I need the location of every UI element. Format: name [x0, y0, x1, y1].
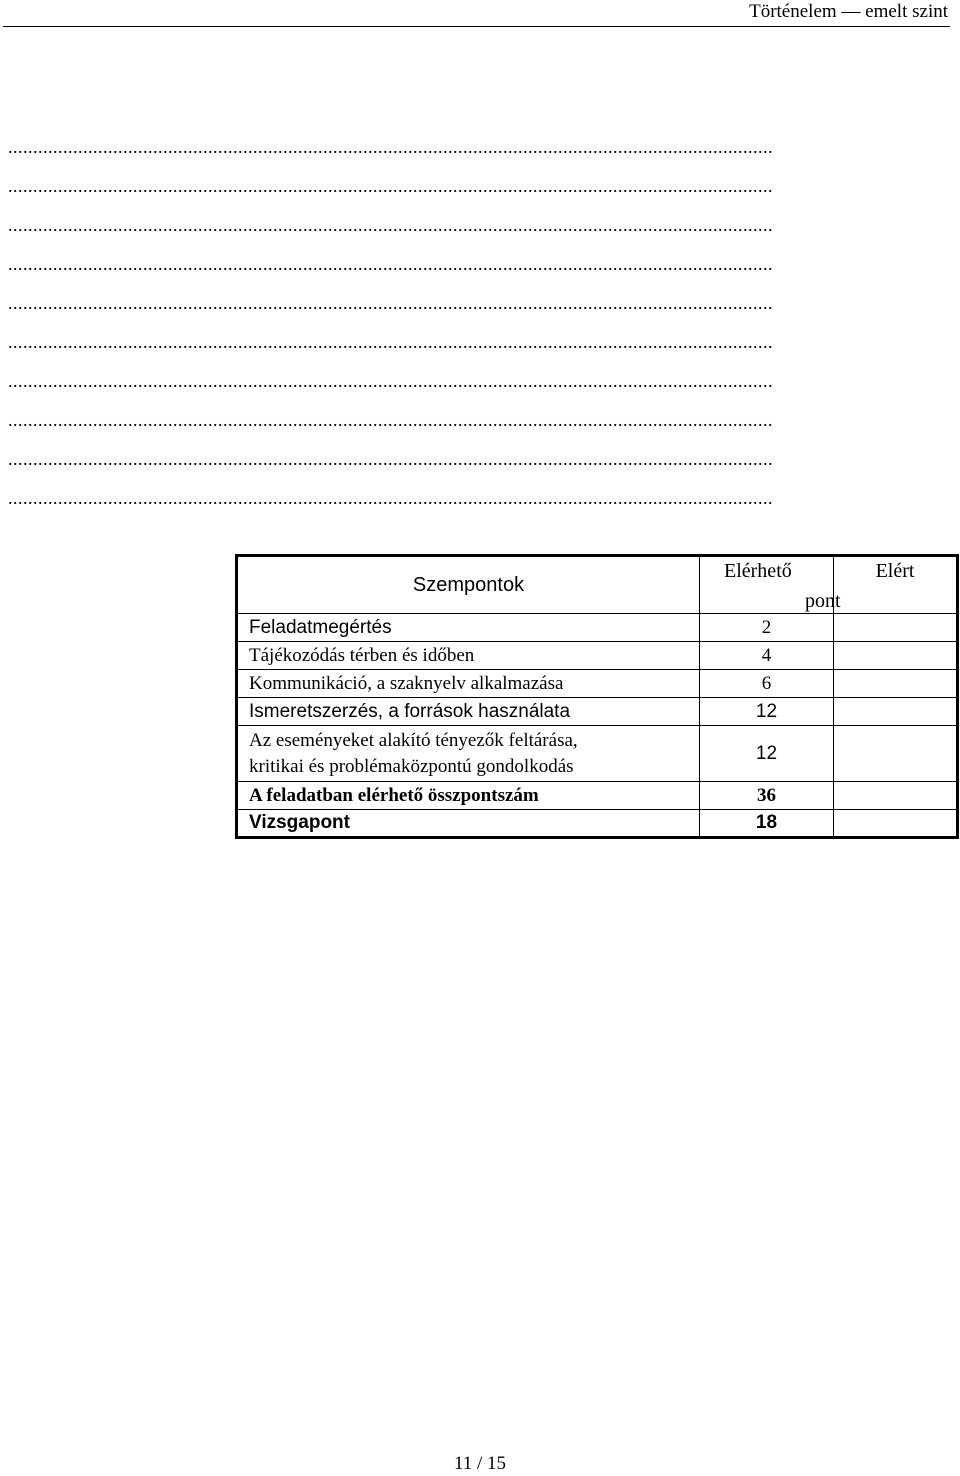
answer-line-dots: ......................................................................................................................................................... [8, 137, 773, 157]
achieved-points-cell[interactable] [834, 642, 958, 670]
table-row [237, 670, 958, 698]
table-row [237, 698, 958, 726]
answer-line[interactable] [8, 328, 892, 367]
criteria-header: Szempontok [237, 556, 700, 614]
achieved-points-cell[interactable] [834, 698, 958, 726]
achieved-points-cell[interactable] [834, 670, 958, 698]
available-points: 6 [700, 670, 834, 698]
available-points-header [700, 556, 841, 614]
exam-points-value: 18 [700, 810, 834, 838]
available-points: 12 [700, 726, 834, 782]
page-header [3, 0, 950, 27]
criterion-label: Ismeretszerzés, a források használata [237, 698, 700, 726]
criterion-label: Tájékozódás térben és időben [237, 642, 700, 670]
header-title: Történelem — emelt szint [749, 1, 948, 22]
total-label: A feladatban elérhető összpontszám [237, 782, 700, 810]
achieved-total-cell[interactable] [834, 782, 958, 810]
achieved-points-cell[interactable] [834, 614, 958, 642]
total-row [237, 782, 958, 810]
table-row [237, 726, 958, 782]
exam-points-row [237, 810, 958, 838]
achieved-exam-cell[interactable] [834, 810, 958, 838]
answer-line[interactable] [8, 484, 892, 523]
criterion-label-line1: Az eseményeket alakító tényezők feltárása, [249, 729, 578, 751]
page-number: 11 / 15 [453, 1453, 507, 1474]
answer-line[interactable] [8, 445, 892, 484]
answer-line-dots: ......................................................................................................................................................... [8, 215, 773, 235]
achieved-points-header: Elért [834, 556, 958, 614]
available-points: 2 [700, 614, 834, 642]
available-header-line2: pont [805, 590, 841, 612]
answer-line-dots: ......................................................................................................................................................... [8, 449, 773, 469]
answer-line-dots: ......................................................................................................................................................... [8, 371, 773, 391]
answer-line-dots: ......................................................................................................................................................... [8, 176, 773, 196]
answer-line-dots: ......................................................................................................................................................... [8, 293, 773, 313]
criterion-label: Feladatmegértés [237, 614, 700, 642]
answer-line[interactable] [8, 367, 892, 406]
answer-line[interactable] [8, 133, 892, 172]
answer-line-dots: ......................................................................................................................................................... [8, 488, 773, 508]
available-header-line1: Elérhető [724, 560, 792, 582]
table-row [237, 614, 958, 642]
answer-line[interactable] [8, 406, 892, 445]
answer-line-dots: ......................................................................................................................................................... [8, 410, 773, 430]
answer-line[interactable] [8, 250, 892, 289]
answer-line-dots: ......................................................................................................................................................... [8, 254, 773, 274]
exam-points-label: Vizsgapont [237, 810, 700, 838]
total-points: 36 [700, 782, 834, 810]
answer-line[interactable] [8, 172, 892, 211]
answer-lines [8, 133, 892, 523]
answer-line[interactable] [8, 211, 892, 250]
table-row [237, 642, 958, 670]
available-points: 12 [700, 698, 834, 726]
criterion-label [237, 726, 700, 782]
achieved-points-cell[interactable] [834, 726, 958, 782]
criterion-label: Kommunikáció, a szaknyelv alkalmazása [237, 670, 700, 698]
answer-line-dots: ......................................................................................................................................................... [8, 332, 773, 352]
answer-line[interactable] [8, 289, 892, 328]
table-header-row [237, 556, 958, 614]
criterion-label-line2: kritikai és problémaközpontú gondolkodás [249, 755, 574, 777]
grading-table [235, 554, 959, 839]
available-points: 4 [700, 642, 834, 670]
